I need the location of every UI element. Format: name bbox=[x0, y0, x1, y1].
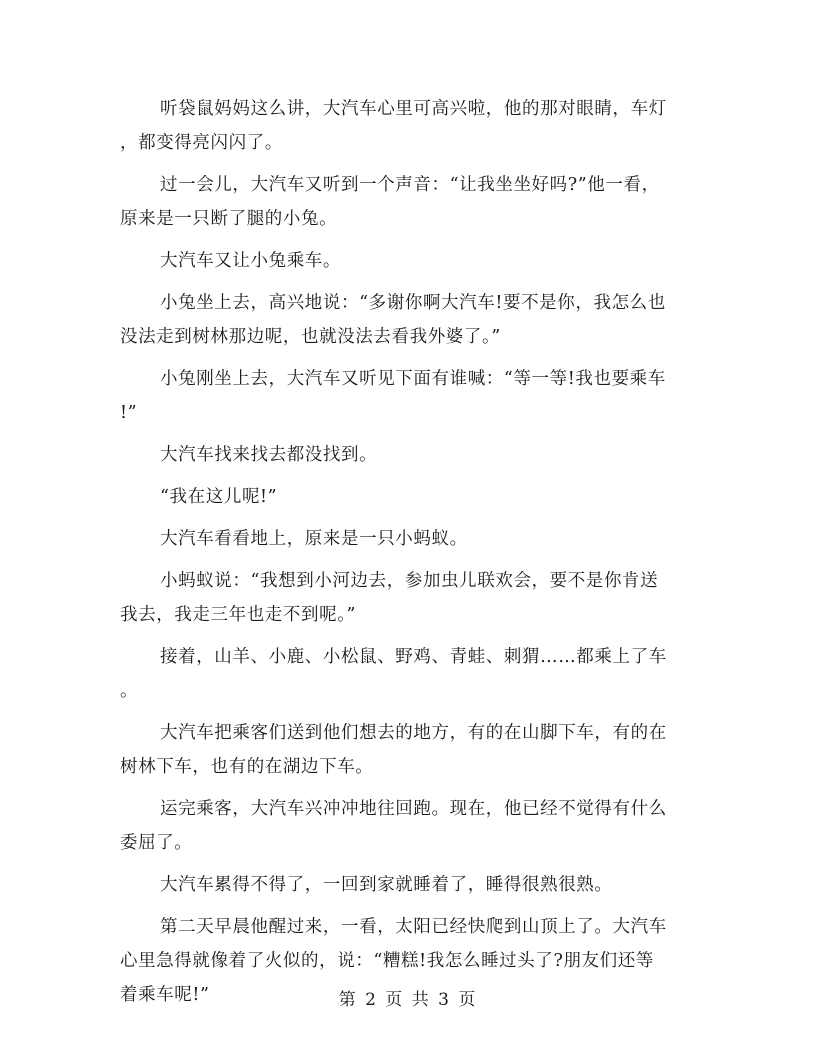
paragraph-line: “我在这儿呢!” bbox=[160, 487, 278, 507]
paragraph-line: 树林下车，也有的在湖边下车。 bbox=[120, 757, 374, 777]
paragraph bbox=[120, 92, 700, 160]
paragraph-line: 大汽车找来找去都没找到。 bbox=[160, 445, 378, 465]
paragraph-line: 小兔坐上去，高兴地说：“多谢你啊大汽车!要不是你，我怎么也 bbox=[160, 293, 666, 313]
paragraph-line: 小蚂蚁说：“我想到小河边去，参加虫儿联欢会，要不是你肯送 bbox=[160, 571, 659, 591]
paragraph-line: 委屈了。 bbox=[120, 833, 193, 853]
paragraph bbox=[120, 716, 700, 784]
paragraph-line: 我去，我走三年也走不到呢。” bbox=[120, 605, 357, 625]
paragraph bbox=[120, 362, 700, 430]
paragraph bbox=[120, 868, 700, 902]
paragraph-line: 接着，山羊、小鹿、小松鼠、野鸡、青蛙、刺猬……都乘上了车 bbox=[160, 647, 667, 667]
paragraph-line: 没法走到树林那边呢，也就没法去看我外婆了。” bbox=[120, 327, 501, 347]
paragraph bbox=[120, 792, 700, 860]
paragraph-line: 着乘车呢!” bbox=[120, 985, 210, 1005]
paragraph-line: !” bbox=[120, 403, 138, 423]
paragraph bbox=[120, 168, 700, 236]
paragraph-line: 大汽车又让小兔乘车。 bbox=[160, 251, 341, 271]
paragraph-line: 第二天早晨他醒过来，一看，太阳已经快爬到山顶上了。大汽车 bbox=[160, 917, 667, 937]
paragraph-line: 心里急得就像着了火似的，说：“糟糕!我怎么睡过头了?朋友们还等 bbox=[120, 951, 654, 971]
paragraph bbox=[120, 522, 700, 556]
paragraph-line: 大汽车看看地上，原来是一只小蚂蚁。 bbox=[160, 529, 468, 549]
paragraph-line: 听袋鼠妈妈这么讲，大汽车心里可高兴啦，他的那对眼睛，车灯 bbox=[160, 99, 667, 119]
paragraph bbox=[120, 480, 700, 514]
page-number-footer: 第 2 页 共 3 页 bbox=[338, 990, 478, 1010]
paragraph bbox=[120, 244, 700, 278]
paragraph bbox=[120, 564, 700, 632]
paragraph-line: 小兔刚坐上去，大汽车又听见下面有谁喊：“等一等!我也要乘车 bbox=[160, 369, 666, 389]
paragraph-line: 。 bbox=[120, 681, 139, 701]
story-body bbox=[120, 92, 700, 1020]
paragraph-line: 大汽车把乘客们送到他们想去的地方，有的在山脚下车，有的在 bbox=[160, 723, 667, 743]
paragraph-line: 运完乘客，大汽车兴冲冲地往回跑。现在，他已经不觉得有什么 bbox=[160, 799, 667, 819]
paragraph-line: 大汽车累得不得了，一回到家就睡着了，睡得很熟很熟。 bbox=[160, 875, 613, 895]
paragraph bbox=[120, 286, 700, 354]
paragraph-line: ，都变得亮闪闪了。 bbox=[120, 133, 283, 153]
paragraph-line: 过一会儿，大汽车又听到一个声音：“让我坐坐好吗?”他一看， bbox=[160, 175, 660, 195]
paragraph-line: 原来是一只断了腿的小兔。 bbox=[120, 209, 338, 229]
paragraph bbox=[120, 438, 700, 472]
paragraph bbox=[120, 640, 700, 708]
